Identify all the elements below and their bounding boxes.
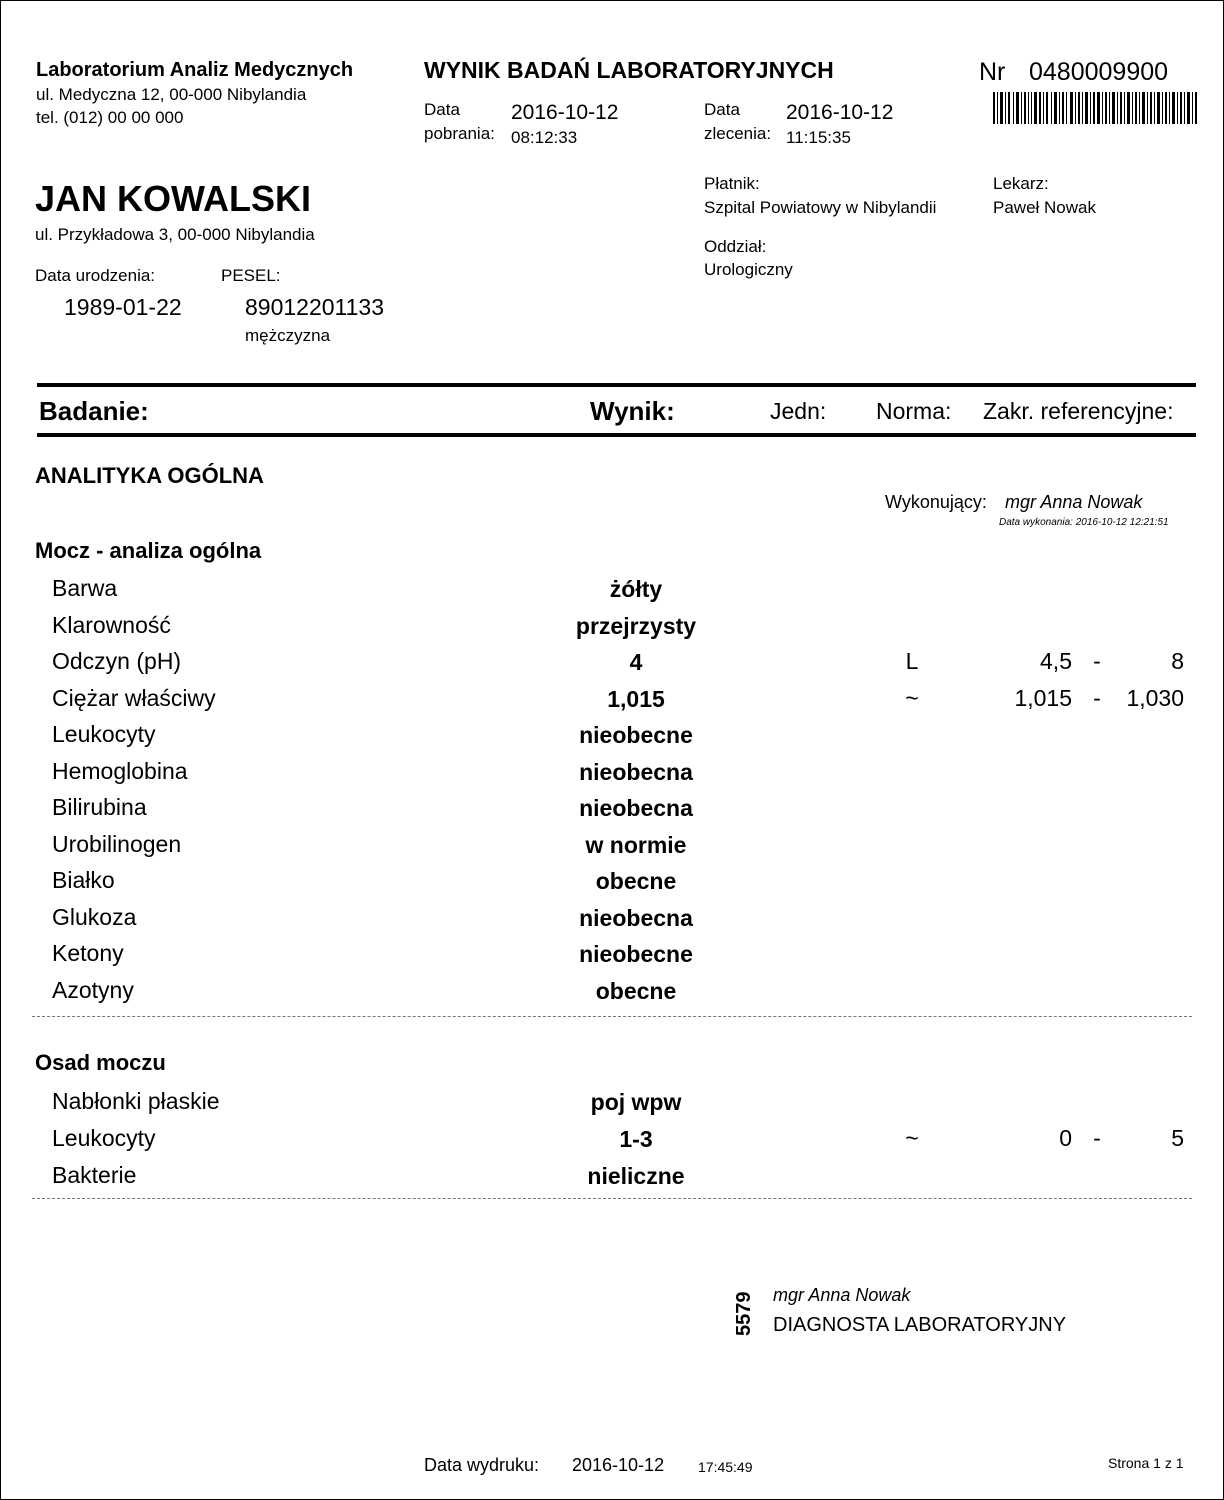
- patient-sex: mężczyzna: [245, 326, 331, 345]
- test-name: Odczyn (pH): [52, 648, 182, 674]
- lab-name: Laboratorium Analiz Medycznych: [36, 59, 354, 81]
- range-high: 5: [1171, 1125, 1184, 1151]
- group-title-sediment: Osad moczu: [35, 1050, 166, 1075]
- patient-name: JAN KOWALSKI: [35, 178, 312, 219]
- order-time: 11:15:35: [786, 128, 851, 147]
- order-date: 2016-10-12: [786, 101, 894, 124]
- norm-flag: ~: [905, 1125, 919, 1151]
- test-result: poj wpw: [590, 1089, 682, 1115]
- test-name: Bakterie: [52, 1162, 137, 1188]
- doctor-label: Lekarz:: [993, 174, 1049, 193]
- patient-address: ul. Przykładowa 3, 00-000 Nibylandia: [35, 225, 315, 244]
- group-divider: [32, 1198, 1192, 1199]
- range-high: 1,030: [1126, 684, 1184, 711]
- payer-label: Płatnik:: [704, 174, 760, 193]
- range-high: 8: [1171, 648, 1184, 674]
- test-name: Leukocyty: [52, 1125, 156, 1151]
- department-label: Oddział:: [704, 237, 767, 256]
- range-low: 4,5: [1040, 648, 1072, 674]
- test-result: 1,015: [607, 685, 665, 712]
- test-result: żółty: [609, 576, 663, 602]
- barcode-image: [993, 92, 1197, 124]
- group-divider: [32, 1016, 1192, 1017]
- test-result: obecne: [595, 868, 677, 894]
- test-result: w normie: [585, 831, 687, 858]
- test-name: Ketony: [52, 940, 124, 966]
- test-result: nieobecna: [579, 795, 693, 821]
- test-result: obecne: [595, 977, 677, 1004]
- test-name: Ciężar właściwy: [52, 684, 216, 711]
- report-number: 0480009900: [1029, 58, 1169, 86]
- print-date-label: Data wydruku:: [424, 1455, 540, 1475]
- section-title: ANALITYKA OGÓLNA: [35, 463, 264, 488]
- signature-name: mgr Anna Nowak: [773, 1285, 911, 1305]
- column-norm: Norma:: [876, 398, 952, 424]
- test-result: nieobecne: [579, 941, 693, 967]
- department-value: Urologiczny: [704, 260, 793, 279]
- order-label-1: Data: [704, 100, 740, 119]
- column-result: Wynik:: [590, 396, 675, 426]
- test-result: nieobecna: [579, 904, 693, 931]
- collection-time: 08:12:33: [511, 128, 578, 147]
- test-name: Bilirubina: [52, 794, 147, 820]
- signature-role: DIAGNOSTA LABORATORYJNY: [773, 1314, 1067, 1336]
- test-name: Nabłonki płaskie: [52, 1088, 220, 1114]
- range-low: 1,015: [1014, 684, 1072, 711]
- test-name: Leukocyty: [52, 721, 156, 747]
- page-number: Strona 1 z 1: [1108, 1455, 1184, 1471]
- range-separator: -: [1093, 648, 1101, 674]
- performer-date: Data wykonania: 2016-10-12 12:21:51: [999, 517, 1169, 528]
- test-result: nieobecna: [579, 758, 693, 785]
- pesel-value: 89012201133: [245, 294, 384, 320]
- test-name: Urobilinogen: [52, 830, 182, 857]
- print-time: 17:45:49: [698, 1459, 753, 1475]
- test-result: nieobecne: [579, 722, 693, 748]
- range-low: 0: [1059, 1125, 1072, 1151]
- test-name: Hemoglobina: [52, 757, 188, 784]
- collection-label-2: pobrania:: [424, 124, 495, 143]
- column-test: Badanie:: [39, 396, 149, 426]
- dob-label: Data urodzenia:: [35, 266, 156, 285]
- report-title: WYNIK BADAŃ LABORATORYJNYCH: [424, 57, 834, 83]
- group-title-urine: Mocz - analiza ogólna: [35, 538, 262, 563]
- header-rule-top: [37, 383, 1196, 387]
- column-range: Zakr. referencyjne:: [983, 398, 1174, 424]
- performer-label: Wykonujący:: [885, 492, 987, 512]
- header-rule-bottom: [37, 433, 1196, 437]
- pesel-label: PESEL:: [221, 266, 281, 285]
- report-number-label: Nr: [979, 58, 1006, 86]
- test-result: przejrzysty: [575, 612, 697, 639]
- test-result: 4: [629, 649, 643, 675]
- test-name: Barwa: [52, 575, 118, 601]
- test-name: Klarowność: [52, 611, 171, 638]
- doctor-value: Paweł Nowak: [993, 198, 1096, 217]
- dob-value: 1989-01-22: [64, 294, 182, 320]
- norm-flag: L: [905, 648, 919, 674]
- norm-flag: ~: [905, 684, 919, 711]
- test-result: 1-3: [619, 1126, 653, 1152]
- range-separator: -: [1093, 1125, 1101, 1151]
- test-result: nieliczne: [587, 1163, 685, 1189]
- order-label-2: zlecenia:: [704, 124, 772, 143]
- collection-label-1: Data: [424, 100, 460, 119]
- collection-date: 2016-10-12: [511, 101, 619, 124]
- test-name: Azotyny: [52, 976, 134, 1003]
- range-separator: -: [1093, 684, 1101, 711]
- signature-id: 5579: [733, 1291, 755, 1336]
- payer-value: Szpital Powiatowy w Nibylandii: [704, 198, 937, 217]
- performer-name: mgr Anna Nowak: [1005, 492, 1143, 512]
- lab-phone: tel. (012) 00 00 000: [36, 108, 184, 127]
- test-name: Białko: [52, 867, 115, 893]
- print-date: 2016-10-12: [572, 1455, 665, 1475]
- test-name: Glukoza: [52, 903, 137, 930]
- lab-address: ul. Medyczna 12, 00-000 Nibylandia: [36, 85, 307, 104]
- column-unit: Jedn:: [770, 398, 827, 424]
